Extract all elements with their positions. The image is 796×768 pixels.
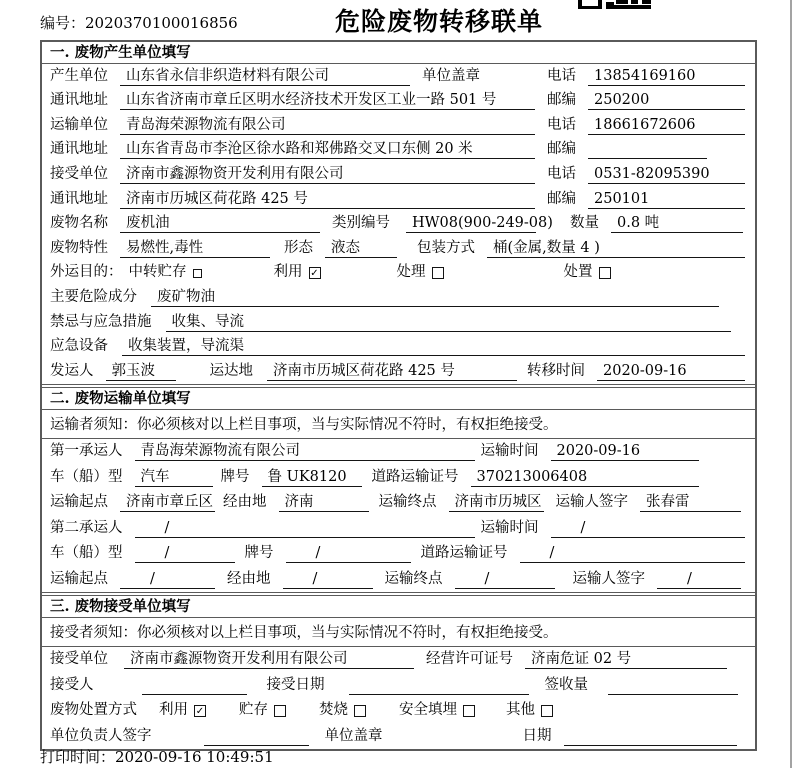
option-label: 利用 [159,702,188,719]
waste-form-value: 液态 [325,239,397,258]
route-start-value: 济南市章丘区 [120,493,215,512]
receiver-left [50,165,547,184]
field-label: 经营许可证号 [426,651,513,668]
purpose-row [42,261,755,286]
field-label: 废物特性 [50,239,108,256]
section-receiver [42,595,755,749]
option-label: 利用 [273,264,303,281]
checkbox-icon [354,705,366,717]
section-producer-title: 一. 废物产生单位填写 [42,42,755,64]
field-label: 运输终点 [378,494,437,511]
first-carrier-value: 青岛海荣源物流有限公司 [135,442,475,461]
field-label: 车（船）型 [50,468,123,485]
producer-phone-value: 13854169160 [588,67,745,86]
field-label: 第二承运人 [50,519,123,536]
field-label: 通讯地址 [50,190,108,207]
waste-name-row [42,212,755,237]
field-label: 日期 [522,727,552,744]
field-label: 电话 [547,165,576,182]
field-label: 邮编 [547,92,576,109]
field-label: 牌号 [220,468,250,485]
receiver-address-value: 济南市历城区荷花路 425 号 [120,190,535,209]
second-route-row [42,566,755,592]
route-end-value: / [455,570,555,589]
producer-name-value: 山东省永信非织造材料有限公司 [120,67,410,86]
receive-date-value [349,676,529,695]
route-via-value: / [283,570,373,589]
carrier-signature-value: / [657,570,741,589]
option-label: 处理 [396,264,426,281]
qr-module [631,0,638,4]
field-label: 电话 [547,116,576,133]
field-label: 运输时间 [480,443,539,460]
waste-property-value: 易燃性,毒性 [120,239,270,258]
route-start-value: / [120,570,215,589]
field-label: 接受单位 [50,651,108,668]
document-number-value: 2020370100016856 [85,14,238,32]
producer-address-row [42,89,755,114]
destination-value: 济南市历城区荷花路 425 号 [267,362,517,381]
address-left [50,91,547,110]
field-label: 禁忌与应急措施 [50,313,152,330]
received-quantity-value [608,676,738,695]
field-label: 运输人签字 [572,570,645,587]
field-label: 运输单位 [50,116,108,133]
page-edge-line [790,0,792,768]
transport-notice: 运输者须知：你必须核对以上栏目事项，当与实际情况不符时，有权拒绝接受。 [42,410,755,439]
address-left [50,190,547,209]
receiving-person-row [42,672,755,698]
field-label: 废物处置方式 [50,702,137,719]
field-label: 单位负责人签字 [50,727,152,744]
transporter-address-value: 山东省青岛市李沧区徐水路和郑佛路交叉口东侧 20 米 [120,140,535,159]
section-producer [42,42,755,385]
field-label: 形态 [284,239,313,256]
plate-number-value: 鲁 UK8120 [262,468,362,487]
field-label: 经由地 [227,570,271,587]
field-label: 车（船）型 [50,545,123,562]
equipment-row [42,335,755,360]
field-label: 道路运输证号 [371,468,459,485]
sign-date-value [564,727,738,746]
option-label: 贮存 [239,702,268,719]
vehicle-type-value: / [135,544,235,563]
field-label: 发运人 [50,362,94,379]
field-label: 经由地 [223,494,267,511]
section-receiver-title: 三. 废物接受单位填写 [42,596,755,618]
producer-address-value: 山东省济南市章丘区明水经济技术开发区工业一路 501 号 [120,91,535,110]
disposal-method-row [42,698,755,724]
seal-label: 单位盖章 [422,67,480,84]
first-carrier-row [42,439,755,465]
checkbox-icon [274,705,286,717]
road-permit-value: 370213006408 [471,468,700,487]
receiver-phone-value: 0531-82095390 [588,165,745,184]
producer-right [547,67,747,86]
responsible-signature-row [42,723,755,749]
option-label: 其他 [506,702,535,719]
waste-property-row [42,236,755,261]
address-left [50,140,547,159]
transporter-right [547,116,747,135]
receiver-name-value: 济南市鑫源物资开发利用有限公司 [120,165,535,184]
field-label: 道路运输证号 [420,545,508,562]
checkbox-icon [463,705,475,717]
receiver-person-value [142,676,247,695]
transporter-address-row [42,138,755,163]
page-title: 危险废物转移联单 [334,7,543,36]
license-number-value: 济南危证 02 号 [525,650,727,669]
address-right [547,140,747,159]
waste-packing-value: 桶(金属,数量 4 ) [487,239,745,258]
field-label: 废物名称 [50,215,108,232]
option-label: 中转贮存 [128,264,187,281]
hazard-row [42,285,755,310]
field-label: 签收量 [544,676,588,693]
vehicle-type-value: 汽车 [135,468,213,487]
qr-module [642,0,651,4]
transporter-postcode-value [588,140,707,159]
receiver-postcode-value: 250101 [588,190,745,209]
producer-row [42,64,755,89]
field-label: 应急设备 [50,338,108,355]
checkbox-icon [432,267,444,279]
field-label: 运输时间 [480,519,539,536]
transporter-name-value: 青岛海荣源物流有限公司 [120,116,535,135]
checkbox-icon [541,705,553,717]
taboo-row [42,310,755,335]
waste-name-value: 废机油 [120,214,320,233]
document-number [40,12,238,33]
option-label: 安全填埋 [399,702,457,719]
print-time: 打印时间：2020-09-16 10:49:51 [40,748,274,766]
checkbox-checked-icon: ✓ [310,268,319,280]
waste-category-value: HW08(900-249-08) [406,214,536,233]
checkbox-checked-icon: ✓ [195,706,205,718]
section-transport [42,387,755,593]
field-label: 运输终点 [384,570,443,587]
field-label: 数量 [570,215,599,232]
road-permit-value: / [520,544,746,563]
producer-left [50,67,547,86]
field-label: 包装方式 [417,239,475,256]
transporter-phone-value: 18661672606 [588,116,745,135]
document-number-label: 编号： [40,14,86,32]
second-carrier-row [42,515,755,541]
transfer-date-value: 2020-09-16 [597,362,745,381]
receiving-unit-row [42,647,755,673]
second-transport-date-value: / [551,519,746,538]
route-end-value: 济南市历城区 [449,493,544,512]
receiver-row [42,162,755,187]
seal-label: 单位盖章 [324,727,383,744]
address-right [547,190,747,209]
option-label: 处置 [563,264,593,281]
field-label: 转移时间 [527,362,585,379]
responsible-signature-value [204,727,309,746]
waste-quantity-value: 0.8 吨 [611,214,743,233]
manifest-form [40,40,757,751]
producer-postcode-value: 250200 [588,91,745,110]
second-vehicle-row [42,541,755,567]
field-label: 类别编号 [332,215,390,232]
transporter-row [42,113,755,138]
hazard-value: 废矿物油 [151,288,719,307]
taboo-value: 收集、导流 [166,313,732,332]
field-label: 主要危险成分 [50,288,137,305]
carrier-signature-value: 张春雷 [640,493,741,512]
field-label: 接受日期 [266,676,325,693]
field-label: 运输人签字 [555,494,628,511]
dispatcher-value: 郭玉波 [106,362,176,381]
receiving-unit-value: 济南市鑫源物资开发利用有限公司 [124,650,414,669]
option-label: 焚烧 [319,702,348,719]
address-right [547,91,747,110]
dispatch-row [42,359,755,384]
field-label: 通讯地址 [50,92,108,109]
route-via-value: 济南 [279,493,369,512]
field-label: 牌号 [244,545,274,562]
equipment-value: 收集装置，导流渠 [122,337,745,356]
checkbox-icon [193,269,202,278]
field-label: 电话 [547,67,576,84]
second-carrier-value: / [135,519,475,538]
field-label: 接受单位 [50,165,108,182]
field-label: 接受人 [50,676,94,693]
receiver-notice: 接受者须知：你必须核对以上栏目事项，当与实际情况不符时，有权拒绝接受。 [42,618,755,647]
receiver-address-row [42,187,755,212]
receiver-right [547,165,747,184]
field-label: 运达地 [209,362,253,379]
transporter-left [50,116,547,135]
field-label: 通讯地址 [50,141,108,158]
field-label: 邮编 [547,190,576,207]
plate-number-value: / [286,544,411,563]
first-vehicle-row [42,464,755,490]
field-label: 产生单位 [50,67,108,84]
field-label: 第一承运人 [50,443,123,460]
checkbox-icon [599,267,611,279]
first-transport-date-value: 2020-09-16 [551,442,700,461]
first-route-row [42,490,755,516]
field-label: 外运目的： [50,264,123,281]
section-transport-title: 二. 废物运输单位填写 [42,388,755,410]
field-label: 运输起点 [50,570,108,587]
field-label: 邮编 [547,141,576,158]
field-label: 运输起点 [50,494,108,511]
